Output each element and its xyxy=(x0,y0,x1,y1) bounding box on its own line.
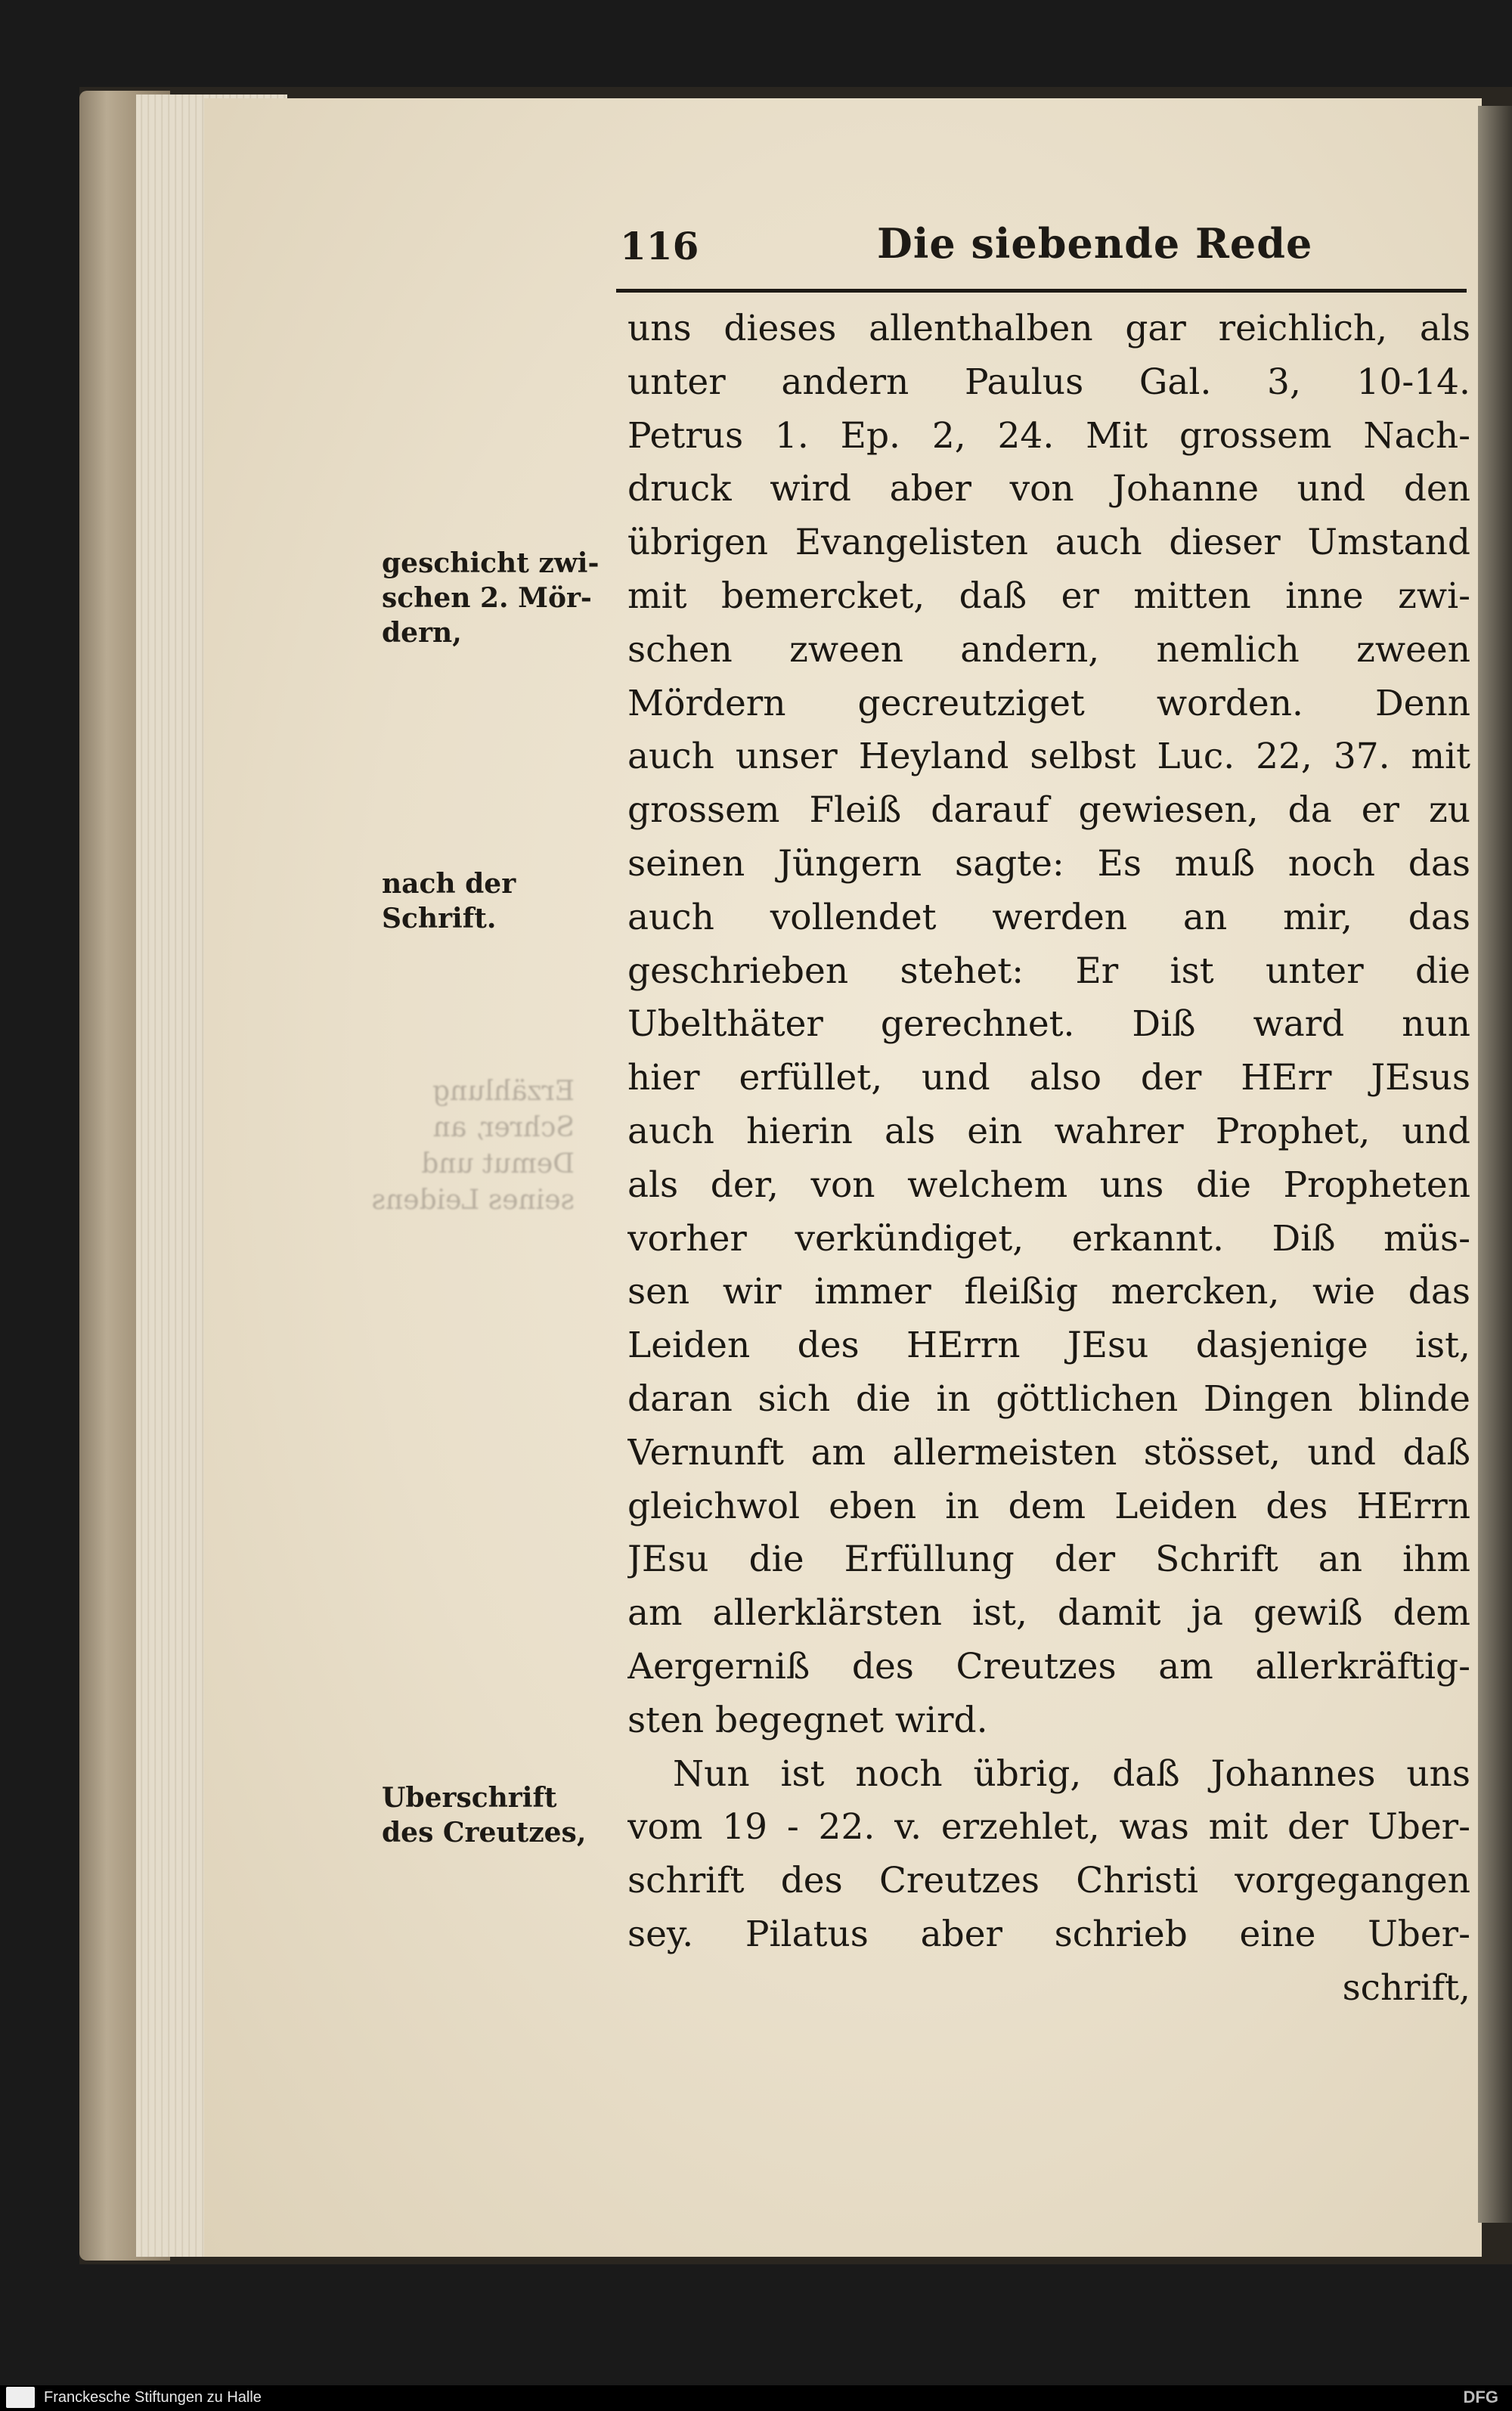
text-line: sen wir immer fleißig mercken, wie das xyxy=(627,1271,1470,1313)
text-line: schrift des Creutzes Christi vorgegangen xyxy=(627,1860,1470,1902)
page-header xyxy=(620,218,1474,278)
text-line: Aergerniß des Creutzes am allerkräftig- xyxy=(627,1645,1470,1687)
footer-institution: Franckesche Stiftungen zu Halle xyxy=(44,2389,262,2406)
margin-note-line: Uberschrift xyxy=(382,1782,557,1814)
text-line: unter andern Paulus Gal. 3, 10-14. xyxy=(627,361,1470,403)
text-line: Mördern gecreutziget worden. Denn xyxy=(627,682,1470,724)
margin-note-line: Schrift. xyxy=(382,903,497,934)
text-line: auch vollendet werden an mir, das xyxy=(627,896,1470,938)
text-line: hier erfüllet, und also der HErr JEsus xyxy=(627,1057,1470,1099)
bleed-line: Erzählung xyxy=(432,1076,575,1107)
margin-note-line: nach der xyxy=(382,868,516,900)
bleed-through-text xyxy=(363,1074,575,1270)
text-line: vom 19 - 22. v. erzehlet, was mit der Uber- xyxy=(627,1806,1470,1849)
text-line: gleichwol eben in dem Leiden des HErrn xyxy=(627,1485,1470,1527)
text-line: Nun ist noch übrig, daß Johannes uns xyxy=(673,1752,1470,1795)
margin-note-scripture xyxy=(382,866,609,936)
running-head: Die siebende Rede xyxy=(877,219,1313,268)
margin-note-line: schen 2. Mör- xyxy=(382,582,592,614)
bleed-line: Demut und xyxy=(421,1148,575,1179)
text-line: druck wird aber von Johanne und den xyxy=(627,468,1470,510)
text-line: Vernunft am allermeisten stösset, und daß xyxy=(627,1431,1470,1474)
bleed-line: seines Leidens xyxy=(371,1185,575,1216)
text-line: am allerklärsten ist, damit ja gewiß dem xyxy=(627,1592,1470,1635)
margin-note-murderers xyxy=(382,546,609,650)
text-line: übrigen Evangelisten auch dieser Umstand xyxy=(627,522,1470,564)
text-line: Ubelthäter gerechnet. Diß ward nun xyxy=(627,1003,1470,1046)
header-rule xyxy=(616,289,1467,293)
text-line: auch hierin als ein wahrer Prophet, und xyxy=(627,1110,1470,1152)
institution-logo-icon xyxy=(6,2387,35,2408)
footer-dfg-badge: DFG xyxy=(1463,2388,1498,2406)
text-line: JEsu die Erfüllung der Schrift an ihm xyxy=(627,1539,1470,1581)
bleed-line: Schrer, an xyxy=(432,1112,575,1143)
text-line: uns dieses allenthalben gar reichlich, als xyxy=(627,308,1470,349)
margin-note-inscription xyxy=(382,1780,609,1850)
page-number: 116 xyxy=(620,224,699,268)
binding-edge xyxy=(1478,106,1512,2223)
catchword: schrift, xyxy=(1342,1966,1470,2009)
text-line: grossem Fleiß darauf gewiesen, da er zu xyxy=(627,789,1470,832)
text-line: geschrieben stehet: Er ist unter die xyxy=(627,950,1470,992)
text-line: auch unser Heyland selbst Luc. 22, 37. mit xyxy=(627,736,1470,778)
text-line: mit bemercket, daß er mitten inne zwi- xyxy=(627,575,1470,617)
text-line: Petrus 1. Ep. 2, 24. Mit grossem Nach- xyxy=(627,414,1470,457)
body-text xyxy=(627,302,1470,2016)
text-line: sten begegnet wird. xyxy=(627,1699,988,1741)
text-line: Leiden des HErrn JEsu dasjenige ist, xyxy=(627,1325,1470,1367)
margin-note-line: dern, xyxy=(382,617,462,649)
text-line: seinen Jüngern sagte: Es muß noch das xyxy=(627,842,1470,885)
text-line: schen zween andern, nemlich zween xyxy=(627,628,1470,671)
text-line: als der, von welchem uns die Propheten xyxy=(627,1164,1470,1206)
text-line: vorher verkündiget, erkannt. Diß müs- xyxy=(627,1217,1470,1260)
text-line: daran sich die in göttlichen Dingen blinde xyxy=(627,1377,1470,1420)
margin-note-line: geschicht zwi- xyxy=(382,547,600,579)
margin-note-line: des Creutzes, xyxy=(382,1817,587,1849)
text-line: sey. Pilatus aber schrieb eine Uber- xyxy=(627,1913,1470,1955)
